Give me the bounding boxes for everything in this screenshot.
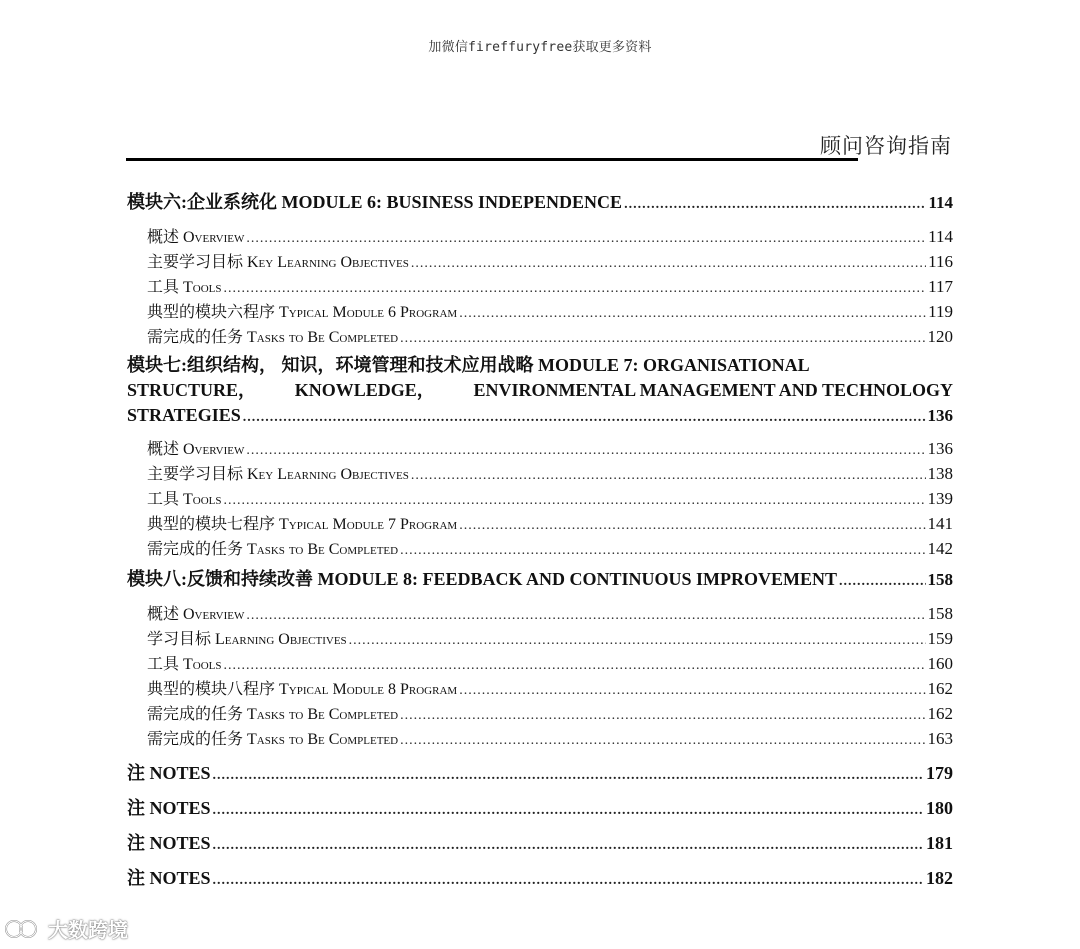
- toc-page-number: 160: [927, 654, 953, 673]
- toc-module-6-items: [127, 224, 953, 349]
- toc-entry[interactable]: [127, 726, 953, 751]
- toc-entry[interactable]: [127, 436, 953, 461]
- toc-module-title-part: STRUCTURE，: [127, 380, 257, 400]
- toc-page-number: 163: [927, 729, 953, 748]
- toc-notes-label: 注 NOTES: [127, 833, 211, 853]
- toc-entry[interactable]: [127, 601, 953, 626]
- toc-module-title-part: KNOWLEDGE，: [294, 380, 435, 400]
- toc-module-7-items: [127, 436, 953, 561]
- toc-entry-label: 需完成的任务 Tasks to Be Completed: [147, 706, 399, 723]
- toc-notes-label: 注 NOTES: [127, 798, 211, 818]
- toc-entry-label: 学习目标 Learning Objectives: [147, 631, 347, 648]
- toc-entry-label: 工具 Tools: [147, 656, 222, 673]
- toc-entry[interactable]: [127, 224, 953, 249]
- top-watermark: 加微信fireffuryfree获取更多资料: [428, 40, 652, 55]
- dot-leader: [213, 797, 924, 825]
- toc-module-6[interactable]: [127, 188, 953, 224]
- toc-entry[interactable]: [127, 651, 953, 676]
- toc-page-number: 120: [927, 327, 953, 346]
- toc-module-title-line2: [127, 378, 953, 403]
- toc-page-number: 162: [927, 679, 953, 698]
- toc-notes-label: 注 NOTES: [127, 763, 211, 783]
- toc-entry[interactable]: [127, 536, 953, 561]
- table-of-contents: [127, 188, 953, 899]
- toc-page-number: 141: [927, 514, 953, 533]
- dot-leader: [400, 728, 925, 753]
- toc-page-number: 119: [928, 302, 953, 321]
- toc-entry[interactable]: [127, 511, 953, 536]
- toc-entry-label: 典型的模块八程序 Typical Module 8 Program: [147, 681, 458, 698]
- toc-module-title-part: STRATEGIES: [127, 405, 241, 425]
- toc-module-title-part: ENVIRONMENTAL MANAGEMENT AND TECHNOLOGY: [473, 380, 953, 400]
- toc-entry-label: 主要学习目标 Key Learning Objectives: [147, 254, 409, 271]
- dot-leader: [411, 463, 926, 488]
- toc-page-number: 138: [927, 464, 953, 483]
- toc-module-title-line3: [127, 403, 953, 430]
- toc-notes: [127, 759, 953, 899]
- brand-logo-text: 大数跨境: [48, 918, 128, 942]
- header-rule: [126, 158, 858, 161]
- toc-module-title-line1: 模块七:组织结构， 知识，环境管理和技术应用战略 MODULE 7: ORGANISATIONAL: [127, 355, 810, 375]
- toc-entry-label: 需完成的任务 Tasks to Be Completed: [147, 329, 399, 346]
- toc-module-8-items: [127, 601, 953, 751]
- toc-entry-label: 概述 Overview: [147, 606, 245, 623]
- toc-entry[interactable]: [127, 324, 953, 349]
- toc-module-title: 模块六:企业系统化 MODULE 6: BUSINESS INDEPENDENCE: [127, 192, 623, 212]
- toc-entry-label: 典型的模块六程序 Typical Module 6 Program: [147, 304, 458, 321]
- toc-module-8[interactable]: [127, 565, 953, 601]
- toc-entry[interactable]: [127, 626, 953, 651]
- dot-leader: [224, 653, 926, 678]
- dot-leader: [349, 628, 926, 653]
- toc-page-number: 142: [927, 539, 953, 558]
- toc-page-number: 116: [928, 252, 953, 271]
- toc-entry[interactable]: [127, 461, 953, 486]
- toc-notes-entry[interactable]: [127, 864, 953, 899]
- toc-notes-label: 注 NOTES: [127, 868, 211, 888]
- dot-leader: [213, 832, 924, 860]
- toc-entry-label: 需完成的任务 Tasks to Be Completed: [147, 541, 399, 558]
- toc-page-number: 136: [927, 406, 953, 425]
- dot-leader: [459, 513, 925, 538]
- toc-page-number: 181: [926, 833, 953, 853]
- toc-page-number: 117: [928, 277, 953, 296]
- dot-leader: [246, 603, 925, 628]
- toc-entry[interactable]: [127, 249, 953, 274]
- toc-page-number: 180: [926, 798, 953, 818]
- toc-entry-label: 典型的模块七程序 Typical Module 7 Program: [147, 516, 458, 533]
- toc-entry-label: 需完成的任务 Tasks to Be Completed: [147, 731, 399, 748]
- toc-module-title: 模块八:反馈和持续改善 MODULE 8: FEEDBACK AND CONTINUOUS IMPROVEMENT: [127, 569, 838, 589]
- toc-page-number: 159: [927, 629, 953, 648]
- toc-page-number: 182: [926, 868, 953, 888]
- dot-leader: [400, 703, 925, 728]
- dot-leader: [224, 276, 927, 301]
- toc-entry-label: 主要学习目标 Key Learning Objectives: [147, 466, 409, 483]
- toc-page-number: 162: [927, 704, 953, 723]
- toc-entry-label: 工具 Tools: [147, 279, 222, 296]
- page-header-title: 顾问咨询指南: [820, 134, 952, 158]
- dot-leader: [411, 251, 926, 276]
- toc-notes-entry[interactable]: [127, 829, 953, 864]
- toc-module-7[interactable]: [127, 353, 953, 430]
- dot-leader: [459, 301, 926, 326]
- dot-leader: [839, 568, 925, 596]
- toc-page-number: 139: [927, 489, 953, 508]
- toc-entry-label: 概述 Overview: [147, 441, 245, 458]
- toc-entry[interactable]: [127, 299, 953, 324]
- toc-page-number: 114: [928, 193, 953, 212]
- toc-entry[interactable]: [127, 701, 953, 726]
- toc-entry[interactable]: [127, 486, 953, 511]
- toc-page-number: 136: [927, 439, 953, 458]
- dot-leader: [224, 488, 926, 513]
- brand-logo-icon: [4, 916, 44, 942]
- dot-leader: [213, 762, 924, 790]
- toc-entry[interactable]: [127, 676, 953, 701]
- toc-page-number: 179: [926, 763, 953, 783]
- toc-entry[interactable]: [127, 274, 953, 299]
- dot-leader: [246, 226, 926, 251]
- toc-entry-label: 工具 Tools: [147, 491, 222, 508]
- dot-leader: [459, 678, 925, 703]
- toc-notes-entry[interactable]: [127, 759, 953, 794]
- brand-logo: [4, 914, 128, 943]
- dot-leader: [624, 191, 926, 219]
- toc-page-number: 158: [927, 604, 953, 623]
- toc-page-number: 114: [928, 227, 953, 246]
- dot-leader: [400, 538, 925, 563]
- toc-page-number: 158: [927, 570, 953, 589]
- dot-leader: [246, 438, 925, 463]
- dot-leader: [213, 867, 924, 895]
- toc-notes-entry[interactable]: [127, 794, 953, 829]
- dot-leader: [400, 326, 925, 351]
- dot-leader: [243, 405, 926, 430]
- toc-entry-label: 概述 Overview: [147, 229, 245, 246]
